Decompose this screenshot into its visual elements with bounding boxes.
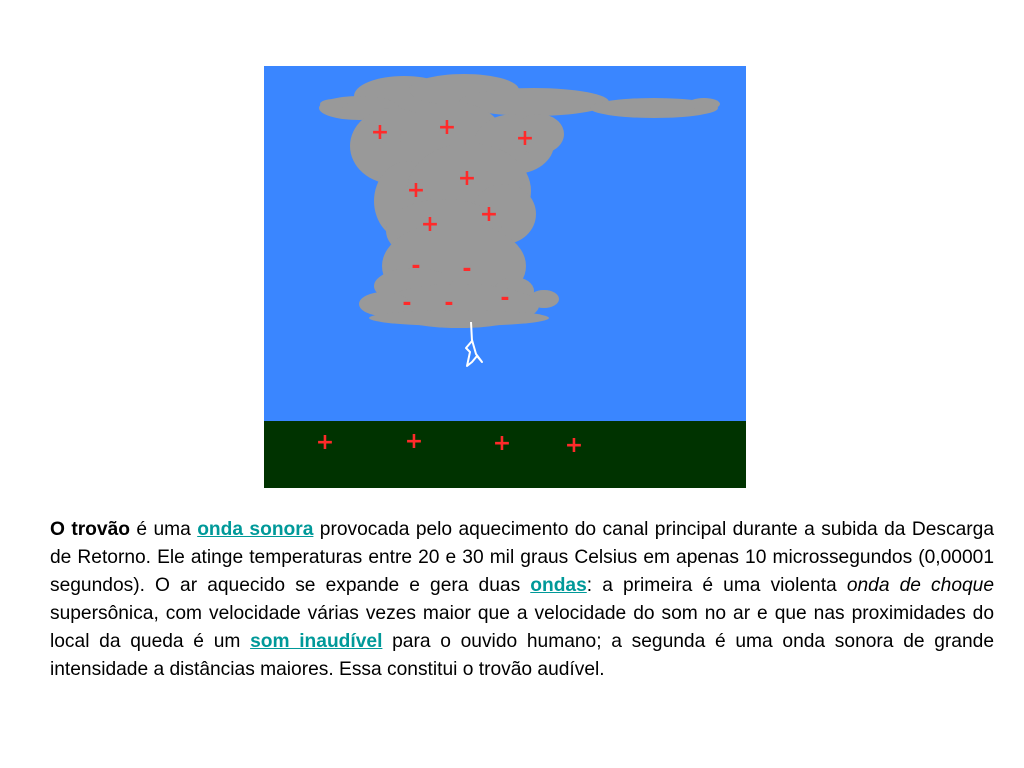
term-shock-wave: onda de choque (846, 575, 995, 596)
positive-charge: + (479, 202, 499, 227)
positive-charge: + (515, 126, 535, 151)
link-som-inaudivel[interactable]: som inaudível (250, 631, 383, 652)
positive-charge: + (404, 429, 424, 454)
positive-charge: + (457, 166, 477, 191)
thundercloud-illustration (264, 66, 746, 488)
positive-charge: + (492, 431, 512, 456)
link-ondas[interactable]: ondas (530, 575, 587, 596)
text-segment: : a primeira é uma violenta (586, 575, 847, 596)
positive-charge: + (437, 115, 457, 140)
positive-charge: + (564, 433, 584, 458)
negative-charge: - (500, 286, 510, 311)
text-segment: é uma (129, 519, 198, 540)
explanation-paragraph (50, 516, 994, 684)
positive-charge: + (315, 430, 335, 455)
negative-charge: - (444, 291, 454, 316)
text-segment: para o ouvido humano; a segunda é uma onda sonora de grande intensidade a distâncias maiores. Essa constitui o trovão audível. (50, 631, 994, 680)
negative-charge: - (402, 291, 412, 316)
positive-charge: + (370, 120, 390, 145)
link-onda-sonora[interactable]: onda sonora (197, 519, 314, 540)
negative-charge: - (462, 257, 472, 282)
positive-charge: + (406, 178, 426, 203)
negative-charge: - (411, 254, 421, 279)
term-thunder: O trovão (50, 519, 130, 540)
text-segment: supersônica, com velocidade várias vezes maior que a velocidade do som no ar e que nas proximidades do local da queda é um (50, 603, 994, 652)
positive-charge: + (420, 212, 440, 237)
text-segment: provocada pelo aquecimento do canal principal durante a subida da Descarga de Retorno. Ele atinge temperaturas entre 20 e 30 mil graus Celsius em apenas 10 microssegundos (0,00001 segundos). O ar aquecido se expande e gera duas (50, 519, 994, 596)
